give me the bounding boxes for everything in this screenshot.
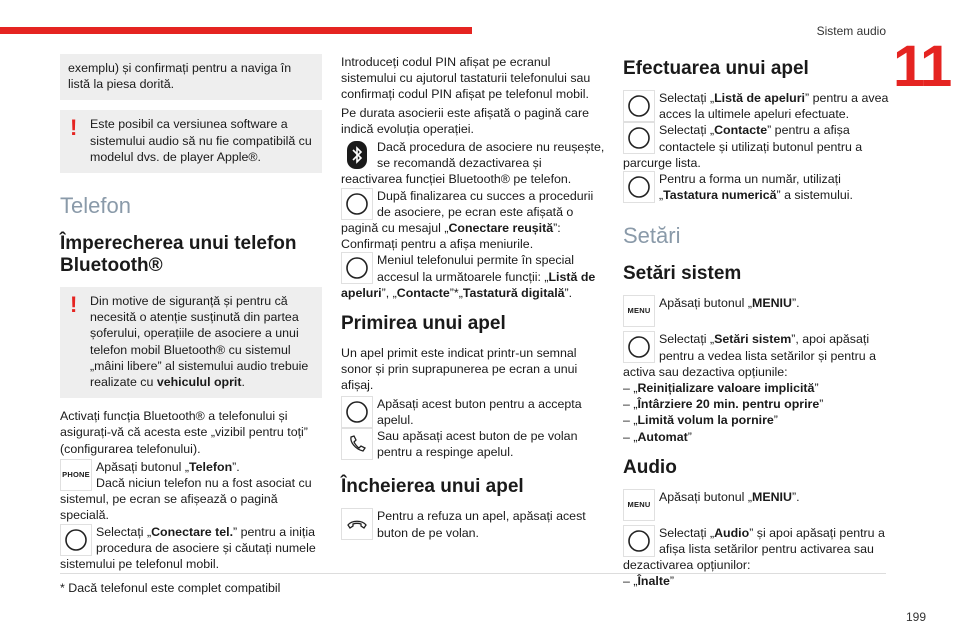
paragraph: Un apel primit este indicat printr-un semnal sonor și prin suprapunerea pe ecran a unui afișaj. [341,346,578,393]
step-phone [60,459,322,524]
list-item: – „Reinițializare valoare implicită” [623,381,819,396]
bluetooth-icon [341,139,373,171]
footnote: * Dacă telefonul este complet compatibil [60,581,281,595]
rotary-knob-icon [623,171,655,203]
column-1 [60,54,322,572]
step-menu-system [623,295,889,327]
page-number: 199 [905,610,926,624]
step-text: Selectați „Setări sistem”, apoi apăsați pentru a vedea lista setărilor și pentru a activa sau dezactiva opțiunile: [623,332,876,379]
rotary-knob-icon [341,396,373,428]
step-text: Selectați „Listă de apeluri” pentru a avea acces la ultimele apeluri efectuate. [659,91,889,122]
step-audio-settings [623,525,889,574]
step-text: Apăsați butonul „Telefon”. Dacă niciun telefon nu a fost asociat cu sistemul, pe ecran se afișează o pagină specială. [60,459,312,523]
step-reject [341,428,605,460]
settings-options-list [623,380,889,445]
step-text: Apăsați butonul „MENIU”. [659,489,800,504]
phone-button-icon: PHONE [60,459,92,491]
paragraph: Activați funcția Bluetooth® a telefonului și asigurați-vă că acesta este „vizibil pentru toți” (configurarea telefonului). [60,409,308,456]
step-call-list [623,90,889,122]
info-note [60,54,322,100]
menu-button-icon: MENU [623,295,655,327]
step-connect [60,524,322,573]
step-text: Sau apăsați acest buton de pe volan pentru a respinge apelul. [377,429,578,460]
chapter-accent-bar [0,27,472,34]
heading-receive-call: Primirea unui apel [341,313,506,335]
rotary-knob-icon [341,252,373,284]
footnote-divider [60,573,886,574]
rotary-knob-icon [341,188,373,220]
section-title-telefon: Telefon [60,193,131,219]
step-text: Meniul telefonului permite în special accesul la următoarele funcții: „Listă de apeluri”, „Contacte”*„Tastatură digitală”. [341,253,596,300]
heading-audio: Audio [623,456,677,478]
step-text: Selectați „Contacte” pentru a afișa contactele și utilizați butonul pentru a parcurge lista. [623,123,863,170]
heading-pairing: Împerecherea unui telefon Bluetooth® [60,233,297,277]
rotary-knob-icon [623,122,655,154]
section-name: Sistem audio [816,24,886,38]
step-bluetooth [341,139,605,188]
list-item: – „Înalte” [623,574,674,589]
step-text: După finalizarea cu succes a procedurii de asociere, pe ecran este afișată o pagină cu mesajul „Conectare reușită”: Confirmați pentru a afișa meniurile. [341,188,594,252]
warning-note [60,287,322,398]
phone-handset-icon [341,428,373,460]
rotary-knob-icon [623,331,655,363]
section-title-setari: Setări [623,223,681,249]
paragraph: Pe durata asocierii este afișată o pagină care indică evoluția operației. [341,105,589,136]
step-menu [341,252,605,301]
step-text: Apăsați acest buton pentru a accepta apelul. [377,396,582,427]
heading-make-call: Efectuarea unui apel [623,58,809,79]
rotary-knob-icon [623,525,655,557]
list-item: – „Automat” [623,429,692,444]
list-item: – „Limită volum la pornire” [623,413,778,428]
step-contacts [623,122,889,171]
note-text: Este posibil ca versiunea software a sistemului audio să nu fie compatibilă cu modelul dvs. de player Apple®. [90,117,312,164]
step-system-settings [623,331,889,380]
warning-icon: ! [70,115,78,141]
step-success [341,188,605,253]
warning-icon: ! [70,292,78,318]
step-text: Pentru a refuza un apel, apăsați acest buton de pe volan. [377,509,586,540]
rotary-knob-icon [623,90,655,122]
step-text: Dacă procedura de asociere nu reușește, se recomandă dezactivarea și reactivarea funcției Bluetooth® pe telefon. [341,140,605,187]
step-keypad [623,171,889,203]
warning-note [60,110,322,173]
note-text: exemplu) și confirmați pentru a naviga în listă la piesa dorită. [68,61,292,92]
step-text: Apăsați butonul „MENIU”. [659,296,800,311]
heading-system-settings: Setări sistem [623,263,742,285]
menu-button-icon: MENU [623,489,655,521]
paragraph: Introduceți codul PIN afișat pe ecranul sistemului cu ajutorul tastaturii telefonului sau confirmați codul PIN afișat pe telefonul mobil. [341,55,591,102]
column-2 [341,54,605,541]
step-accept [341,396,605,428]
step-text: Pentru a forma un număr, utilizați „Tastatura numerică” a sistemului. [659,172,853,203]
step-text: Selectați „Conectare tel.” pentru a iniția procedura de asociere și căutați numele sistemului pe telefonul mobil. [60,524,316,572]
list-item: – „Întârziere 20 min. pentru oprire” [623,397,824,412]
column-3 [623,54,889,590]
heading-end-call: Încheierea unui apel [341,476,524,498]
rotary-knob-icon [60,524,92,556]
hang-up-icon [341,508,373,540]
chapter-number: 11 [893,34,951,99]
step-text: Selectați „Audio” și apoi apăsați pentru a afișa lista setărilor pentru activarea sau dezactivarea opțiunilor: [623,525,885,573]
step-menu-audio [623,489,889,521]
note-text: Din motive de siguranță și pentru că necesită o atenție susținută din partea șoferului, operațiile de asociere a unui telefon mobil Bluetooth® cu sistemul „mâini libere” al sistemului audio trebuie realizate cu vehiculul oprit. [90,294,309,390]
step-end [341,508,605,540]
